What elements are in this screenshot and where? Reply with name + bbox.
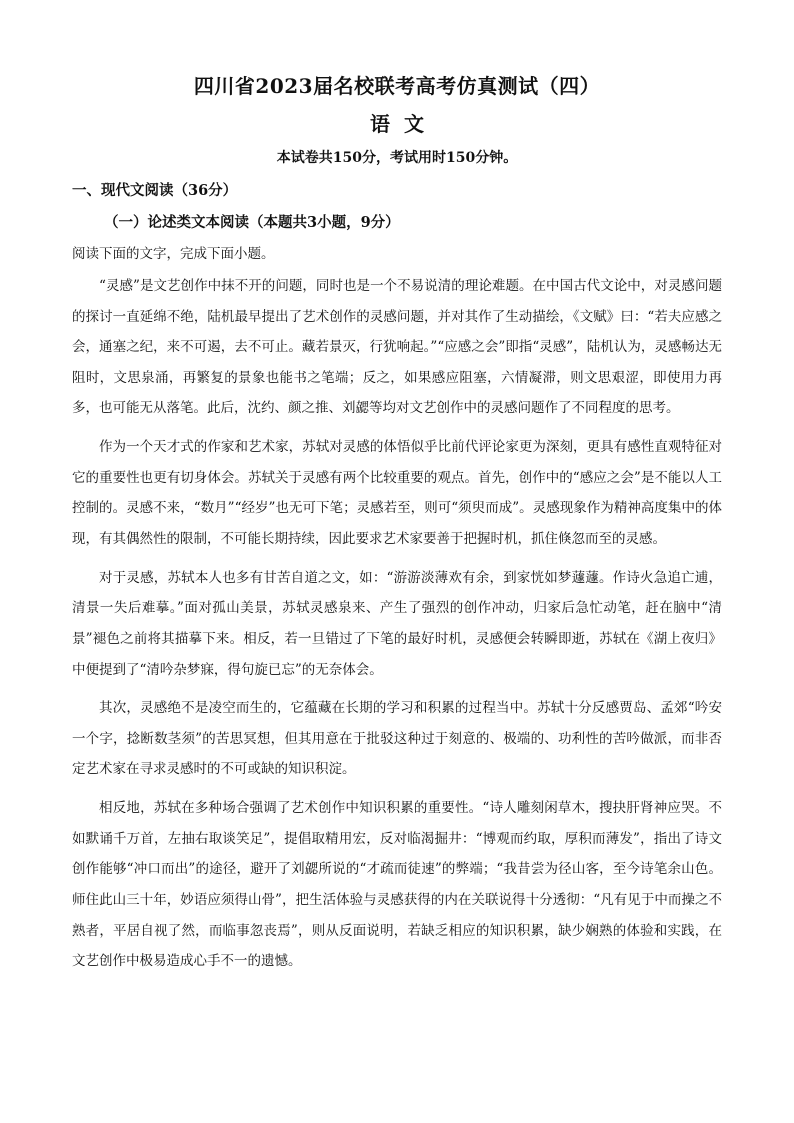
reading-instruction: 阅读下面的文字，完成下面小题。 <box>72 246 275 262</box>
passage-paragraph-2: 作为一个天才式的作家和艺术家，苏轼对灵感的体悟似乎比前代评论家更为深刻，更具有感性直观特征对它的重要性也更有切身体会。苏轼关于灵感有两个比较重要的观点。首先，创作中的“感应之会”是不能以人工控制的。灵感不来，“数月”“经岁”也无可下笔；灵感若至，则可“须臾而成”。灵感现象作为精神高度集中的体现，有其偶然性的限制，不可能长期持续，因此要求艺术家要善于把握时机，抓住倏忽而至的灵感。 <box>72 439 722 547</box>
section-heading: 一、现代文阅读（36分） <box>72 182 238 199</box>
subject-heading: 语文 <box>370 112 438 136</box>
passage-paragraph-4: 其次，灵感绝不是凌空而生的，它蕴藏在长期的学习和积累的过程当中。苏轼十分反感贾岛、孟郊“吟安一个字，捻断数茎须”的苦思冥想，但其用意在于批驳这种过于刻意的、极端的、功利性的苦吟做派，而非否定艺术家在寻求灵感时的不可或缺的知识积淀。 <box>72 700 722 778</box>
exam-title: 四川省2023届名校联考高考仿真测试（四） <box>193 74 601 98</box>
passage-paragraph-3: 对于灵感，苏轼本人也多有甘苦自道之文，如：“游游淡薄欢有余，到家恍如梦蘧蘧。作诗火急追亡逋，清景一失后难摹。”面对孤山美景，苏轼灵感泉来、产生了强烈的创作冲动，归家后急忙动笔，赶在脑中“清景”褪色之前将其描摹下来。相反，若一旦错过了下笔的最好时机，灵感便会转瞬即逝，苏轼在《湖上夜归》中便提到了“清吟杂梦寐，得句旋已忘”的无奈体会。 <box>72 569 722 678</box>
passage-paragraph-5: 相反地，苏轼在多种场合强调了艺术创作中知识积累的重要性。“诗人雕刻闲草木，搜抉肝肾神应哭。不如默诵千万首，左抽右取谈笑足”，提倡取精用宏，反对临渴掘井：“博观而约取，厚积而薄发”，指出了诗文创作能够“冲口而出”的途径，避开了刘勰所说的“才疏而徒速”的弊端；“我昔尝为径山客，至今诗笔余山色。师住此山三十年，妙语应须得山骨”，把生活体验与灵感获得的内在关联说得十分透彻：“凡有见于中而操之不熟者，平居自视了然，而临事忽丧焉”，则从反面说明，若缺乏相应的知识积累，缺少娴熟的体验和实践，在文艺创作中极易造成心手不一的遗憾。 <box>72 800 722 970</box>
passage-paragraph-1: “灵感”是文艺创作中抹不开的问题，同时也是一个不易说清的理论难题。在中国古代文论中，对灵感问题的探讨一直延绵不绝，陆机最早提出了艺术创作的灵感问题，并对其作了生动描绘，《文赋》曰：“若夫应感之会，通塞之纪，来不可遏，去不可止。藏若景灭，行犹响起。”“应感之会”即指“灵感”，陆机认为，灵感畅达无阻时，文思泉涌，再繁复的景象也能书之笔端；反之，如果感应阻塞，六情凝滞，则文思艰涩，即使用力再多，也可能无从落笔。此后，沈约、颜之推、刘勰等均对文艺创作中的灵感问题作了不同程度的思考。 <box>72 278 722 417</box>
passage-body <box>72 271 722 985</box>
exam-note: 本试卷共150分，考试用时150分钟。 <box>276 150 518 166</box>
subsection-heading: （一）论述类文本阅读（本题共3小题，9分） <box>104 214 400 231</box>
